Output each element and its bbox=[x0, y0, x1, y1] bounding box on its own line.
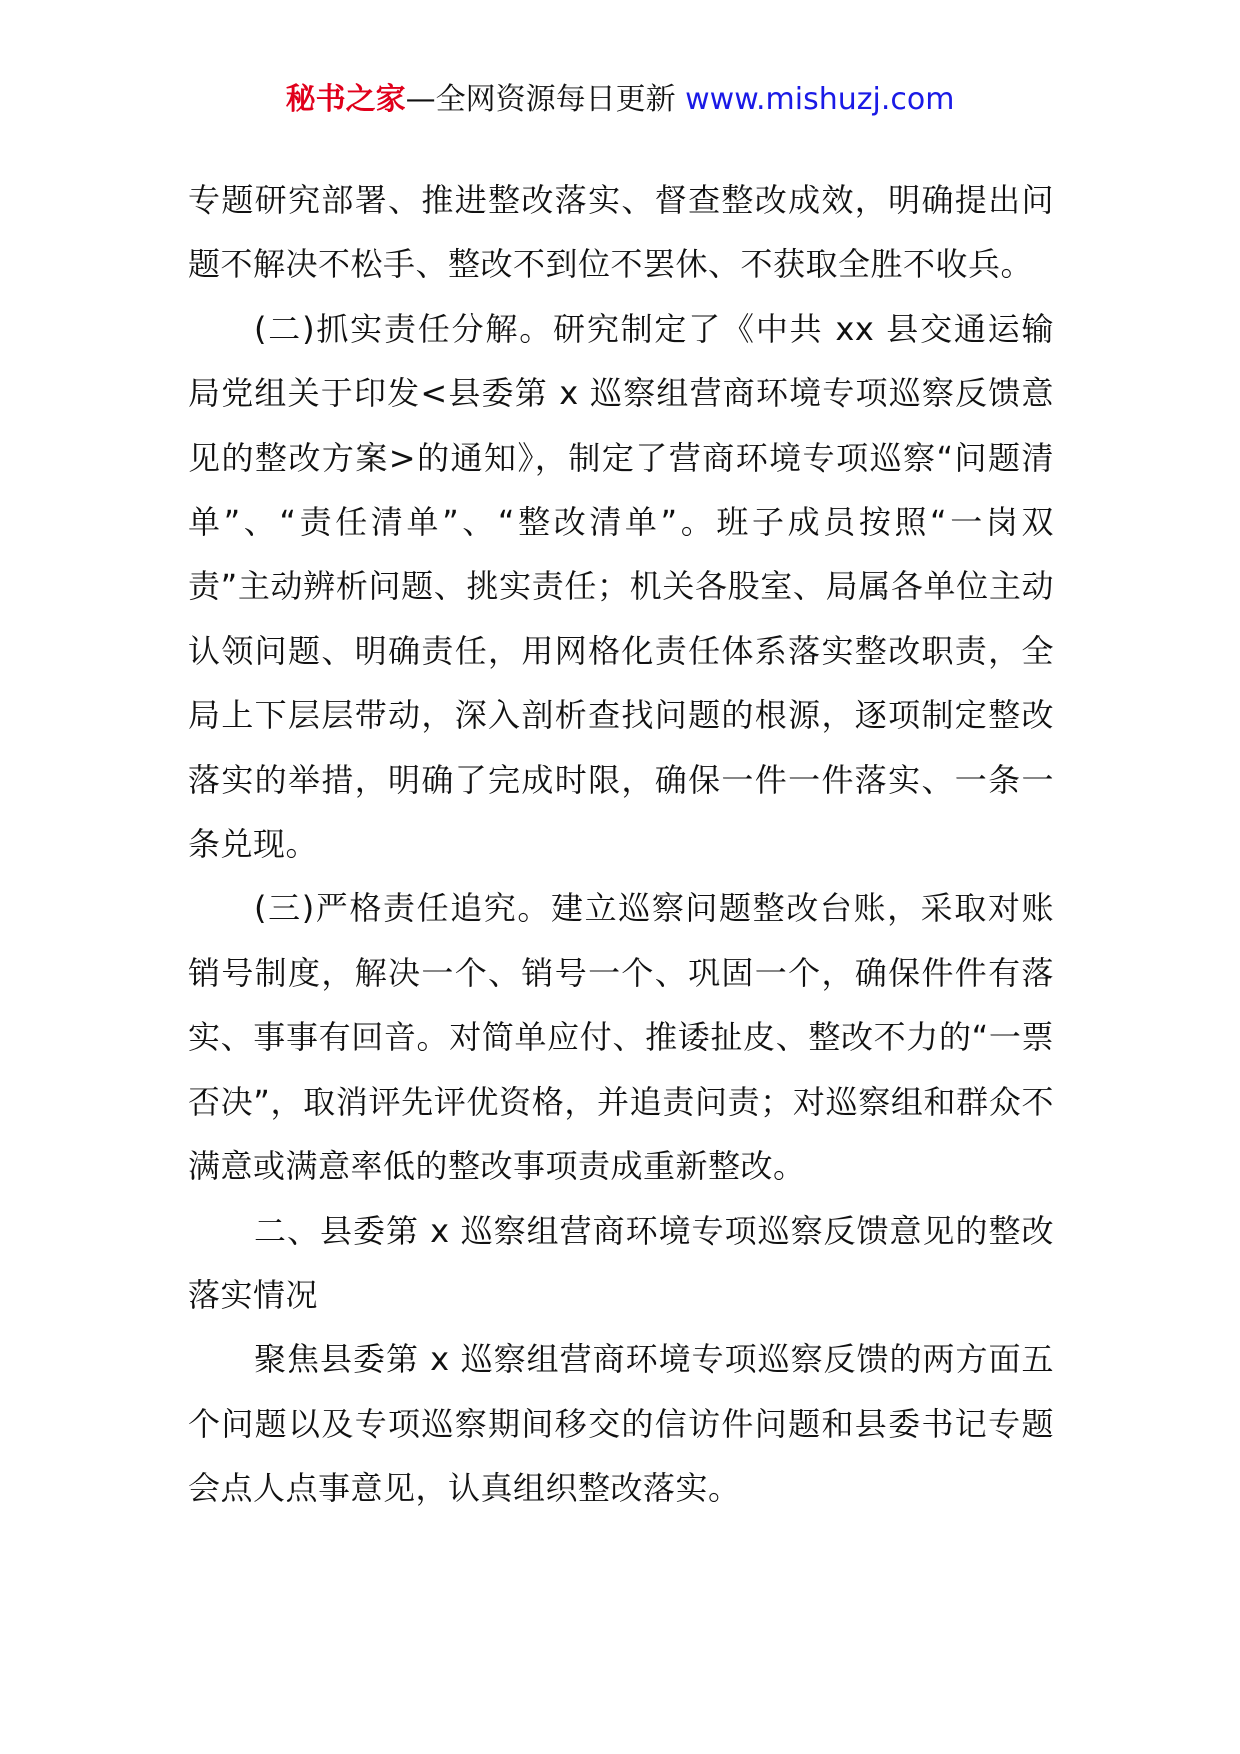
header-tagline: —全网资源每日更新 bbox=[405, 82, 676, 117]
paragraph-focus-rectification: 聚焦县委第 x 巡察组营商环境专项巡察反馈的两方面五个问题以及专项巡察期间移交的信访件问题和县委书记专题会点人点事意见，认真组织整改落实。 bbox=[188, 1340, 1054, 1508]
page-header bbox=[0, 78, 1240, 122]
document-body bbox=[188, 168, 1054, 1521]
paragraph-accountability: (三)严格责任追究。建立巡察问题整改台账，采取对账销号制度，解决一个、销号一个、巩固一个，确保件件有落实、事事有回音。对简单应付、推诿扯皮、整改不力的“一票否决”，取消评先评优资格，并追责问责；对巡察组和群众不满意或满意率低的整改事项责成重新整改。 bbox=[188, 889, 1054, 1186]
section-heading-rectification-status: 二、县委第 x 巡察组营商环境专项巡察反馈意见的整改落实情况 bbox=[188, 1211, 1054, 1314]
paragraph-responsibility-breakdown: (二)抓实责任分解。研究制定了《中共 xx 县交通运输局党组关于印发<县委第 x 巡察组营商环境专项巡察反馈意见的整改方案>的通知》，制定了营商环境专项巡察“问题清单”、“责任清单”、“整改清单”。班子成员按照“一岗双责”主动辨析问题、挑实责任；机关各股室、局属各单位主动认领问题、明确责任，用网格化责任体系落实整改职责，全局上下层层带动，深入剖析查找问题的根源，逐项制定整改落实的举措，明确了完成时限，确保一件一件落实、一条一条兑现。 bbox=[188, 309, 1054, 864]
paragraph-continuation: 专题研究部署、推进整改落实、督查整改成效，明确提出问题不解决不松手、整改不到位不罢休、不获取全胜不收兵。 bbox=[188, 181, 1054, 284]
header-url-link[interactable]: www.mishuzj.com bbox=[685, 82, 955, 117]
header-brand: 秘书之家 bbox=[285, 82, 406, 117]
